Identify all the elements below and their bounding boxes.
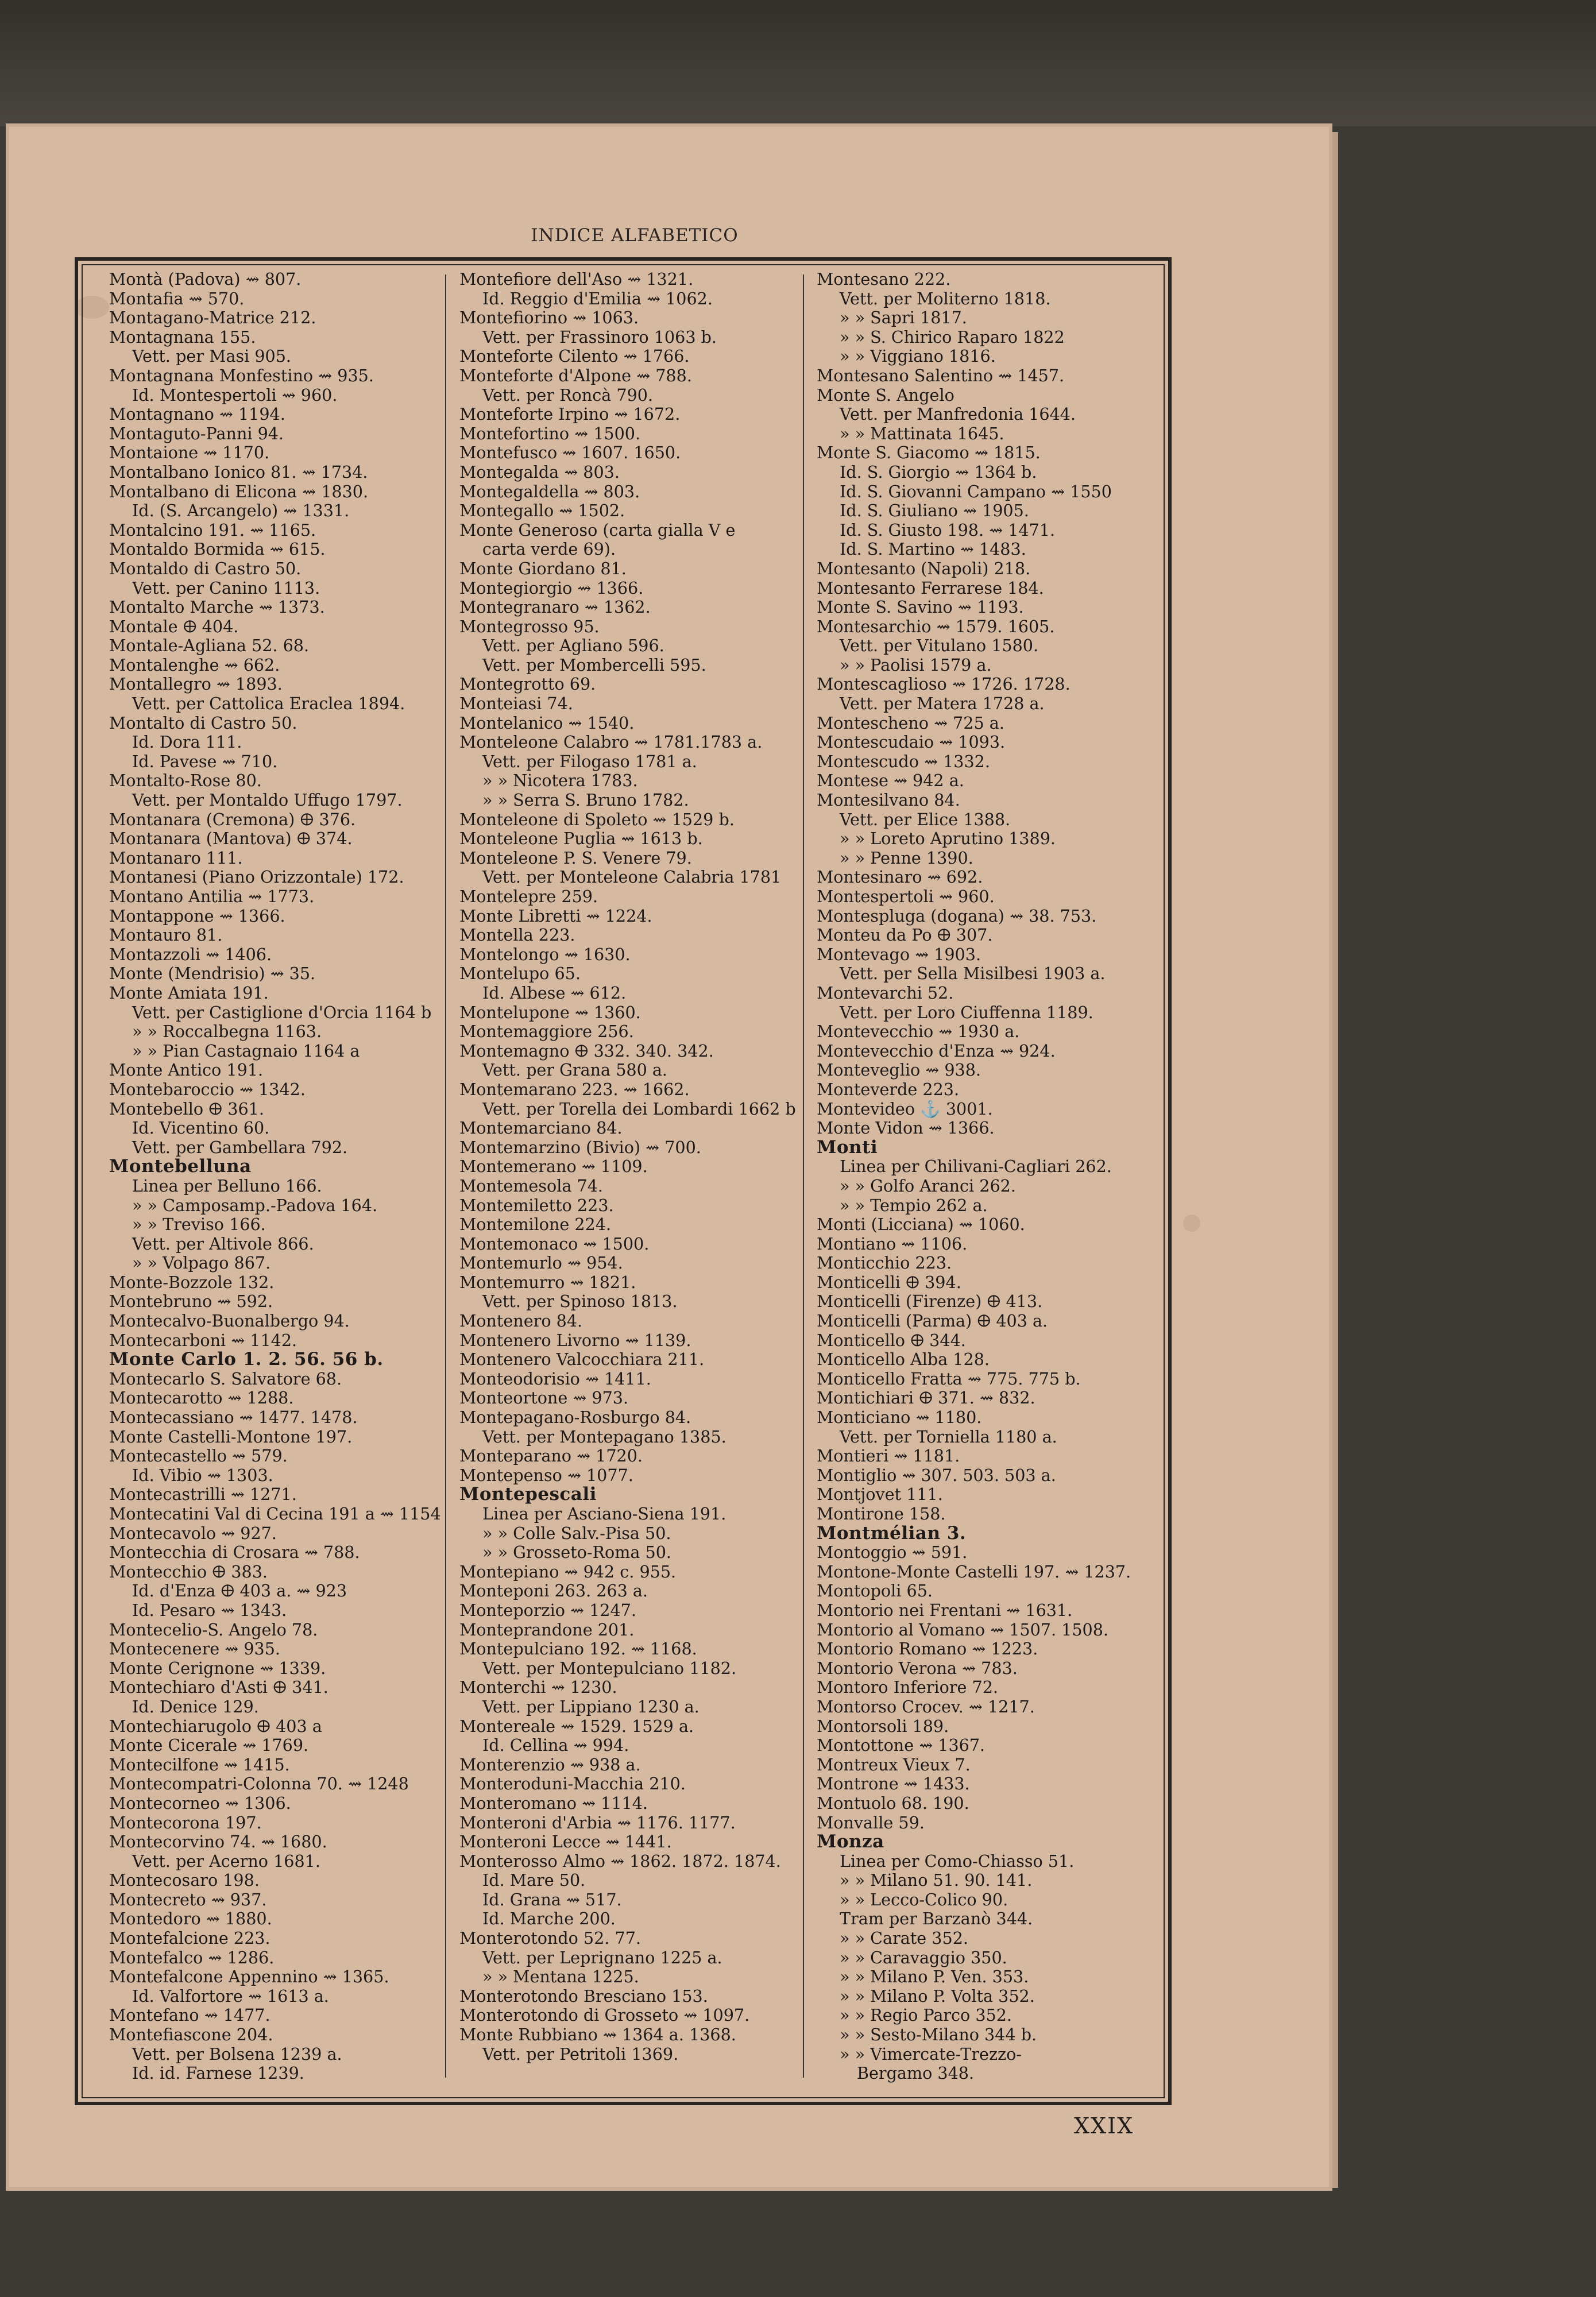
index-entry: Vett. per Loro Ciuffenna 1189. xyxy=(840,1002,1093,1022)
index-entry: Id. Valfortore ⇝ 1613 a. xyxy=(132,1986,329,2006)
index-entry: Montegrotto 69. xyxy=(459,674,596,694)
index-entry: » » Vimercate-Trezzo- xyxy=(840,2044,1022,2064)
index-entry: Vett. per Manfredonia 1644. xyxy=(840,404,1076,424)
index-entry: Vett. per Castiglione d'Orcia 1164 b xyxy=(132,1002,432,1022)
index-entry: Id. Denice 129. xyxy=(132,1696,259,1716)
index-entry: Vett. per Vitulano 1580. xyxy=(840,636,1039,656)
index-entry: Montottone ⇝ 1367. xyxy=(817,1735,986,1755)
index-entry: Montevago ⇝ 1903. xyxy=(817,944,981,964)
index-heading: Montmélian 3. xyxy=(817,1522,967,1544)
index-entry: Montale-Agliana 52. 68. xyxy=(109,636,310,656)
index-entry: Monteroni d'Arbia ⇝ 1176. 1177. xyxy=(459,1812,736,1832)
index-entry: Montescheno ⇝ 725 a. xyxy=(817,713,1004,733)
index-entry: Montecompatri-Colonna 70. ⇝ 1248 xyxy=(109,1774,409,1794)
index-entry: Monte Giordano 81. xyxy=(459,558,627,578)
index-entry: Montuolo 68. 190. xyxy=(817,1793,969,1813)
index-entry: Montagnana Monfestino ⇝ 935. xyxy=(109,365,374,385)
index-entry: Montemarciano 84. xyxy=(459,1118,623,1138)
index-entry: Vett. per Gambellara 792. xyxy=(132,1137,348,1157)
index-entry: Montegiorgio ⇝ 1366. xyxy=(459,578,644,598)
index-entry: Id. id. Farnese 1239. xyxy=(132,2063,304,2083)
index-entry: Monte Cicerale ⇝ 1769. xyxy=(109,1735,309,1755)
index-entry: Montelongo ⇝ 1630. xyxy=(459,944,631,964)
index-entry: Montemurlo ⇝ 954. xyxy=(459,1253,623,1273)
index-entry: Montevarchi 52. xyxy=(817,983,954,1003)
index-entry: Montecchia di Crosara ⇝ 788. xyxy=(109,1542,360,1563)
index-entry: Id. Reggio d'Emilia ⇝ 1062. xyxy=(482,288,713,308)
index-entry: Monteleone Calabro ⇝ 1781.1783 a. xyxy=(459,732,763,752)
index-entry: Montecorvino 74. ⇝ 1680. xyxy=(109,1832,327,1852)
index-entry: Monteparano ⇝ 1720. xyxy=(459,1446,643,1466)
index-entry: Montecastello ⇝ 579. xyxy=(109,1446,288,1466)
index-entry: Linea per Belluno 166. xyxy=(132,1175,322,1196)
index-entry: Id. S. Giuliano ⇝ 1905. xyxy=(840,501,1029,521)
index-entry: Vett. per Montaldo Uffugo 1797. xyxy=(132,790,403,810)
index-entry: Id. (S. Arcangelo) ⇝ 1331. xyxy=(132,501,350,521)
index-entry: Id. Pavese ⇝ 710. xyxy=(132,751,278,771)
index-entry: » » Viggiano 1816. xyxy=(840,346,996,366)
index-entry: Montanaro 111. xyxy=(109,848,243,868)
index-entry: Linea per Asciano-Siena 191. xyxy=(482,1504,726,1523)
index-entry: Montagano-Matrice 212. xyxy=(109,308,316,328)
index-entry: Montegranaro ⇝ 1362. xyxy=(459,597,651,617)
index-entry: Id. Montespertoli ⇝ 960. xyxy=(132,385,338,405)
index-heading: Monza xyxy=(817,1831,884,1853)
index-entry: Montazzoli ⇝ 1406. xyxy=(109,944,272,964)
index-entry: Montappone ⇝ 1366. xyxy=(109,906,285,926)
index-entry: Id. Vibio ⇝ 1303. xyxy=(132,1465,273,1485)
index-entry: Montechiarugolo 🜨 403 a xyxy=(109,1716,322,1736)
index-entry: Montalto di Castro 50. xyxy=(109,713,297,733)
index-entry: Monteponi 263. 263 a. xyxy=(459,1581,648,1601)
index-entry: Montelupo 65. xyxy=(459,964,581,984)
index-entry: Montemesola 74. xyxy=(459,1175,603,1196)
index-entry: Montesano 222. xyxy=(817,270,951,289)
index-entry: Monteleone di Spoleto ⇝ 1529 b. xyxy=(459,809,735,829)
index-entry: Montereale ⇝ 1529. 1529 a. xyxy=(459,1716,694,1736)
index-entry: » » S. Chirico Raparo 1822 xyxy=(840,327,1065,347)
index-entry: » » Grosseto-Roma 50. xyxy=(482,1542,671,1563)
index-entry: Montella 223. xyxy=(459,925,575,945)
index-entry: carta verde 69). xyxy=(482,539,616,559)
index-entry: Id. Albese ⇝ 612. xyxy=(482,983,627,1003)
index-entry: Montaione ⇝ 1170. xyxy=(109,443,270,463)
index-entry: » » Loreto Aprutino 1389. xyxy=(840,829,1056,849)
index-entry: Monteleone P. S. Venere 79. xyxy=(459,848,692,868)
index-entry: Monteodorisio ⇝ 1411. xyxy=(459,1368,651,1389)
index-entry: Monticello 🜨 344. xyxy=(817,1330,966,1350)
index-entry: Tram per Barzanò 344. xyxy=(840,1909,1033,1929)
index-entry: » » Volpago 867. xyxy=(132,1253,271,1273)
index-entry: Montelepre 259. xyxy=(459,887,598,906)
index-entry: Montirone 158. xyxy=(817,1504,946,1523)
index-column-left xyxy=(109,270,442,2085)
index-entry: Monticelli (Parma) 🜨 403 a. xyxy=(817,1311,1048,1331)
index-entry: Monterosso Almo ⇝ 1862. 1872. 1874. xyxy=(459,1851,781,1871)
paper-spot xyxy=(1183,1215,1200,1232)
index-entry: Montagnana 155. xyxy=(109,327,256,347)
index-entry: Bergamo 348. xyxy=(857,2063,975,2083)
index-entry: Id. d'Enza 🜨 403 a. ⇝ 923 xyxy=(132,1581,347,1601)
index-entry: Montaguto-Panni 94. xyxy=(109,423,284,443)
index-entry: Montefiore dell'Aso ⇝ 1321. xyxy=(459,270,694,289)
index-entry: Montepulciano 192. ⇝ 1168. xyxy=(459,1639,697,1659)
index-entry: Vett. per Torella dei Lombardi 1662 b xyxy=(482,1099,796,1119)
index-entry: Montauro 81. xyxy=(109,925,223,945)
index-entry: Monte Castelli-Montone 197. xyxy=(109,1426,353,1447)
index-entry: » » Caravaggio 350. xyxy=(840,1947,1007,1967)
index-entry: Montopoli 65. xyxy=(817,1581,933,1601)
index-entry: Montecatini Val di Cecina 191 a ⇝ 1154 xyxy=(109,1504,441,1523)
index-entry: Montespertoli ⇝ 960. xyxy=(817,887,995,906)
index-entry: » » Penne 1390. xyxy=(840,848,973,868)
index-entry: Montalenghe ⇝ 662. xyxy=(109,655,280,675)
index-entry: Montrone ⇝ 1433. xyxy=(817,1774,970,1794)
index-entry: Linea per Chilivani-Cagliari 262. xyxy=(840,1157,1112,1177)
index-entry: » » Sesto-Milano 344 b. xyxy=(840,2025,1037,2045)
index-entry: Montefiorino ⇝ 1063. xyxy=(459,308,639,328)
index-entry: Montesanto (Napoli) 218. xyxy=(817,558,1031,578)
index-entry: Vett. per Canino 1113. xyxy=(132,578,320,598)
index-entry: Montecalvo-Buonalbergo 94. xyxy=(109,1311,350,1331)
index-entry: Montefiascone 204. xyxy=(109,2025,273,2045)
index-entry: Vett. per Moliterno 1818. xyxy=(840,288,1051,308)
index-entry: » » Colle Salv.-Pisa 50. xyxy=(482,1523,671,1543)
index-entry: Montesilvano 84. xyxy=(817,790,960,810)
index-entry: Montecenere ⇝ 935. xyxy=(109,1639,280,1659)
index-entry: Monte Amiata 191. xyxy=(109,983,269,1003)
index-entry: Monte Libretti ⇝ 1224. xyxy=(459,906,652,926)
index-entry: » » Mattinata 1645. xyxy=(840,423,1004,443)
index-entry: Monteroni Lecce ⇝ 1441. xyxy=(459,1832,672,1852)
index-entry: Montorio Romano ⇝ 1223. xyxy=(817,1639,1038,1659)
index-entry: Montanesi (Piano Orizzontale) 172. xyxy=(109,867,404,887)
index-entry: Montorsoli 189. xyxy=(817,1716,949,1736)
index-entry: Vett. per Elice 1388. xyxy=(840,809,1011,829)
index-entry: Montemiletto 223. xyxy=(459,1195,614,1215)
index-entry: Montaldo di Castro 50. xyxy=(109,558,302,578)
index-entry: Monticelli (Firenze) 🜨 413. xyxy=(817,1291,1043,1312)
index-entry: Montemonaco ⇝ 1500. xyxy=(459,1233,650,1254)
index-entry: Vett. per Masi 905. xyxy=(132,346,291,366)
index-entry: Monteprandone 201. xyxy=(459,1619,635,1639)
index-entry: Monticiano ⇝ 1180. xyxy=(817,1407,982,1428)
index-entry: Vett. per Altivole 866. xyxy=(132,1233,314,1254)
index-entry: Vett. per Filogaso 1781 a. xyxy=(482,751,697,771)
index-entry: Montesanto Ferrarese 184. xyxy=(817,578,1044,598)
index-entry: Vett. per Monteleone Calabria 1781 xyxy=(482,867,782,887)
index-entry: Montieri ⇝ 1181. xyxy=(817,1446,960,1466)
index-entry: Montegaldella ⇝ 803. xyxy=(459,481,640,501)
index-entry: Montecarotto ⇝ 1288. xyxy=(109,1388,294,1408)
index-entry: Montalcino 191. ⇝ 1165. xyxy=(109,520,316,540)
index-entry: Vett. per Bolsena 1239 a. xyxy=(132,2044,342,2064)
index-entry: Vett. per Spinoso 1813. xyxy=(482,1291,678,1312)
index-entry: Monte Generoso (carta gialla V e xyxy=(459,520,736,540)
index-entry: Montegrosso 95. xyxy=(459,616,600,636)
index-heading: Monti xyxy=(817,1136,878,1158)
index-entry: Monte Antico 191. xyxy=(109,1060,264,1080)
index-entry: Monte-Bozzole 132. xyxy=(109,1272,275,1292)
index-heading: Montebelluna xyxy=(109,1156,252,1177)
page-number: XXIX xyxy=(1074,2113,1134,2139)
index-entry: » » Milano P. Ven. 353. xyxy=(840,1967,1029,1987)
index-entry: Id. Pesaro ⇝ 1343. xyxy=(132,1600,287,1620)
index-entry: Montefortino ⇝ 1500. xyxy=(459,423,641,443)
index-entry: » » Milano P. Volta 352. xyxy=(840,1986,1035,2006)
index-entry: Montecarboni ⇝ 1142. xyxy=(109,1330,297,1350)
index-entry: Vett. per Lippiano 1230 a. xyxy=(482,1696,700,1716)
index-entry: Montalto-Rose 80. xyxy=(109,771,262,791)
index-entry: Monte Cerignone ⇝ 1339. xyxy=(109,1658,326,1678)
index-entry: Montalbano Ionico 81. ⇝ 1734. xyxy=(109,462,368,482)
index-entry: Montemaggiore 256. xyxy=(459,1022,634,1042)
index-entry: Montecastrilli ⇝ 1271. xyxy=(109,1484,297,1505)
index-entry: Montegallo ⇝ 1502. xyxy=(459,501,625,521)
index-entry: Vett. per Grana 580 a. xyxy=(482,1060,668,1080)
index-entry: Id. S. Giovanni Campano ⇝ 1550 xyxy=(840,481,1112,501)
index-entry: Monteleone Puglia ⇝ 1613 b. xyxy=(459,829,703,849)
index-entry: Monteromano ⇝ 1114. xyxy=(459,1793,648,1813)
index-entry: Montallegro ⇝ 1893. xyxy=(109,674,283,694)
running-head: INDICE ALFABETICO xyxy=(531,225,739,246)
index-entry: Montale 🜨 404. xyxy=(109,616,239,636)
index-entry: Montanara (Cremona) 🜨 376. xyxy=(109,809,356,829)
index-entry: Id. S. Martino ⇝ 1483. xyxy=(840,539,1026,559)
index-entry: » » Regio Parco 352. xyxy=(840,2005,1013,2025)
index-entry: Montichiari 🜨 371. ⇝ 832. xyxy=(817,1388,1035,1408)
index-entry: Montorio nei Frentani ⇝ 1631. xyxy=(817,1600,1073,1620)
index-entry: Monticello Fratta ⇝ 775. 775 b. xyxy=(817,1368,1081,1389)
index-entry: » » Mentana 1225. xyxy=(482,1967,639,1987)
index-column-right xyxy=(817,270,1161,2085)
index-entry: Monteveglio ⇝ 938. xyxy=(817,1060,981,1080)
index-entry: Monte S. Giacomo ⇝ 1815. xyxy=(817,443,1041,463)
index-entry: Montefano ⇝ 1477. xyxy=(109,2005,270,2025)
index-entry: Monte (Mendrisio) ⇝ 35. xyxy=(109,964,316,984)
index-entry: Montà (Padova) ⇝ 807. xyxy=(109,270,302,289)
index-entry: Monte Vidon ⇝ 1366. xyxy=(817,1118,995,1138)
index-entry: Montescudo ⇝ 1332. xyxy=(817,751,990,771)
index-entry: Montecorneo ⇝ 1306. xyxy=(109,1793,291,1813)
index-entry: Montemarano 223. ⇝ 1662. xyxy=(459,1079,690,1099)
index-entry: Vett. per Frassinoro 1063 b. xyxy=(482,327,717,347)
index-entry: Monti (Licciana) ⇝ 1060. xyxy=(817,1215,1025,1235)
index-entry: Monterenzio ⇝ 938 a. xyxy=(459,1754,641,1774)
index-entry: Monteiasi 74. xyxy=(459,694,573,714)
index-entry: Montesinaro ⇝ 692. xyxy=(817,867,983,887)
index-entry: Vett. per Cattolica Eraclea 1894. xyxy=(132,694,405,714)
index-entry: Montemurro ⇝ 1821. xyxy=(459,1272,636,1292)
index-entry: Vett. per Montepagano 1385. xyxy=(482,1426,726,1447)
index-entry: Montano Antilia ⇝ 1773. xyxy=(109,887,315,906)
index-entry: Montesarchio ⇝ 1579. 1605. xyxy=(817,616,1055,636)
index-entry: Vett. per Torniella 1180 a. xyxy=(840,1426,1057,1447)
index-entry: Montecorona 197. xyxy=(109,1812,262,1832)
index-entry: Montecilfone ⇝ 1415. xyxy=(109,1754,290,1774)
index-entry: Monteforte d'Alpone ⇝ 788. xyxy=(459,365,692,385)
index-entry: Montreux Vieux 7. xyxy=(817,1754,971,1774)
index-entry: Montechiaro d'Asti 🜨 341. xyxy=(109,1677,329,1697)
index-entry: Montenero Livorno ⇝ 1139. xyxy=(459,1330,691,1350)
index-entry: Montefalcone Appennino ⇝ 1365. xyxy=(109,1967,389,1987)
index-entry: Montepagano-Rosburgo 84. xyxy=(459,1407,691,1428)
index-entry: Montemarzino (Bivio) ⇝ 700. xyxy=(459,1137,701,1157)
index-entry: Monte Rubbiano ⇝ 1364 a. 1368. xyxy=(459,2025,736,2045)
index-entry: Monteortone ⇝ 973. xyxy=(459,1388,629,1408)
index-entry: Vett. per Montepulciano 1182. xyxy=(482,1658,737,1678)
index-entry: » » Pian Castagnaio 1164 a xyxy=(132,1041,360,1061)
index-entry: Monticchio 223. xyxy=(817,1253,952,1273)
index-entry: Montaldo Bormida ⇝ 615. xyxy=(109,539,326,559)
index-entry: Monteforte Irpino ⇝ 1672. xyxy=(459,404,681,424)
index-entry: Montepiano ⇝ 942 c. 955. xyxy=(459,1561,677,1581)
index-entry: Monteu da Po 🜨 307. xyxy=(817,925,993,945)
index-entry: Montefalco ⇝ 1286. xyxy=(109,1947,275,1967)
index-entry: Montorio Verona ⇝ 783. xyxy=(817,1658,1018,1678)
index-entry: » » Carate 352. xyxy=(840,1928,968,1948)
index-entry: Id. S. Giorgio ⇝ 1364 b. xyxy=(840,462,1037,482)
index-entry: » » Roccalbegna 1163. xyxy=(132,1022,322,1042)
index-entry: Monteroduni-Macchia 210. xyxy=(459,1774,686,1794)
index-entry: » » Golfo Aranci 262. xyxy=(840,1175,1016,1196)
index-entry: Montevecchio ⇝ 1930 a. xyxy=(817,1022,1020,1042)
index-entry: Id. Mare 50. xyxy=(482,1870,586,1890)
index-entry: » » Serra S. Bruno 1782. xyxy=(482,790,689,810)
index-entry: Vett. per Roncà 790. xyxy=(482,385,654,405)
index-entry: Montafia ⇝ 570. xyxy=(109,288,245,308)
index-entry: Montanara (Mantova) 🜨 374. xyxy=(109,829,353,849)
index-entry: Vett. per Agliano 596. xyxy=(482,636,664,656)
index-entry: Montevideo ⚓ 3001. xyxy=(817,1099,993,1119)
index-entry: » » Tempio 262 a. xyxy=(840,1195,988,1215)
index-entry: Montecelio-S. Angelo 78. xyxy=(109,1619,318,1639)
index-entry: Montemilone 224. xyxy=(459,1215,612,1235)
index-entry: Montespluga (dogana) ⇝ 38. 753. xyxy=(817,906,1097,926)
index-entry: Monteverde 223. xyxy=(817,1079,960,1099)
index-entry: Montefalcione 223. xyxy=(109,1928,270,1948)
index-entry: Id. Dora 111. xyxy=(132,732,242,752)
index-entry: Monticello Alba 128. xyxy=(817,1349,990,1370)
index-entry: Vett. per Petritoli 1369. xyxy=(482,2044,679,2064)
index-entry: Vett. per Sella Misilbesi 1903 a. xyxy=(840,964,1106,984)
index-entry: Montemagno 🜨 332. 340. 342. xyxy=(459,1041,714,1061)
index-entry: » » Milano 51. 90. 141. xyxy=(840,1870,1033,1890)
index-entry: Vett. per Acerno 1681. xyxy=(132,1851,320,1871)
index-entry: Monvalle 59. xyxy=(817,1812,925,1832)
index-entry: Montedoro ⇝ 1880. xyxy=(109,1909,272,1929)
index-entry: Montone-Monte Castelli 197. ⇝ 1237. xyxy=(817,1561,1131,1581)
scan-background xyxy=(0,0,1596,126)
index-entry: Montiano ⇝ 1106. xyxy=(817,1233,968,1254)
index-entry: Montebello 🜨 361. xyxy=(109,1099,264,1119)
index-entry: Montenero 84. xyxy=(459,1311,583,1331)
index-heading: Montepescali xyxy=(459,1484,597,1505)
index-entry: Monte S. Angelo xyxy=(817,385,954,405)
index-entry: Montepenso ⇝ 1077. xyxy=(459,1465,633,1485)
index-entry: Montalbano di Elicona ⇝ 1830. xyxy=(109,481,369,501)
index-entry: » » Lecco-Colico 90. xyxy=(840,1889,1008,1909)
column-rule xyxy=(445,274,446,2078)
index-entry: Montagnano ⇝ 1194. xyxy=(109,404,285,424)
index-entry: Montesano Salentino ⇝ 1457. xyxy=(817,365,1065,385)
index-entry: Monterotondo di Grosseto ⇝ 1097. xyxy=(459,2005,750,2025)
index-entry: » » Nicotera 1783. xyxy=(482,771,638,791)
index-column-middle xyxy=(459,270,798,2085)
index-entry: Id. S. Giusto 198. ⇝ 1471. xyxy=(840,520,1056,540)
index-entry: Montegalda ⇝ 803. xyxy=(459,462,620,482)
index-entry: Montelupone ⇝ 1360. xyxy=(459,1002,641,1022)
index-entry: Id. Grana ⇝ 517. xyxy=(482,1889,622,1909)
index-entry: » » Sapri 1817. xyxy=(840,308,967,328)
index-entry: Montecassiano ⇝ 1477. 1478. xyxy=(109,1407,358,1428)
index-entry: » » Treviso 166. xyxy=(132,1215,266,1235)
index-entry: Montefusco ⇝ 1607. 1650. xyxy=(459,443,681,463)
index-entry: Montescaglioso ⇝ 1726. 1728. xyxy=(817,674,1071,694)
index-entry: Id. Cellina ⇝ 994. xyxy=(482,1735,629,1755)
index-entry: Montorso Crocev. ⇝ 1217. xyxy=(817,1696,1035,1716)
index-entry: Montiglio ⇝ 307. 503. 503 a. xyxy=(817,1465,1056,1485)
index-entry: Vett. per Leprignano 1225 a. xyxy=(482,1947,722,1967)
index-entry: Monte S. Savino ⇝ 1193. xyxy=(817,597,1024,617)
column-rule xyxy=(803,274,804,2078)
index-entry: Monticelli 🜨 394. xyxy=(817,1272,961,1292)
index-entry: Montebruno ⇝ 592. xyxy=(109,1291,273,1312)
index-entry: Montecreto ⇝ 937. xyxy=(109,1889,267,1909)
index-entry: Monterchi ⇝ 1230. xyxy=(459,1677,617,1697)
index-entry: Monteforte Cilento ⇝ 1766. xyxy=(459,346,690,366)
index-entry: Id. Marche 200. xyxy=(482,1909,616,1929)
index-entry: Montecosaro 198. xyxy=(109,1870,260,1890)
index-entry: Montevecchio d'Enza ⇝ 924. xyxy=(817,1041,1056,1061)
index-entry: Montalto Marche ⇝ 1373. xyxy=(109,597,325,617)
index-entry: Montescudaio ⇝ 1093. xyxy=(817,732,1006,752)
index-entry: Monterotondo Bresciano 153. xyxy=(459,1986,708,2006)
index-entry: Vett. per Mombercelli 595. xyxy=(482,655,706,675)
index-entry: Montecchio 🜨 383. xyxy=(109,1561,268,1581)
index-entry: Monteporzio ⇝ 1247. xyxy=(459,1600,636,1620)
index-entry: Montemerano ⇝ 1109. xyxy=(459,1157,648,1177)
index-entry: Montecarlo S. Salvatore 68. xyxy=(109,1368,342,1389)
index-heading: Monte Carlo 1. 2. 56. 56 b. xyxy=(109,1349,384,1370)
index-entry: Montenero Valcocchiara 211. xyxy=(459,1349,705,1370)
index-entry: Montoro Inferiore 72. xyxy=(817,1677,998,1697)
index-entry: Montoggio ⇝ 591. xyxy=(817,1542,968,1563)
index-entry: Montorio al Vomano ⇝ 1507. 1508. xyxy=(817,1619,1108,1639)
index-entry: Montelanico ⇝ 1540. xyxy=(459,713,635,733)
index-entry: Montecavolo ⇝ 927. xyxy=(109,1523,277,1543)
index-entry: » » Paolisi 1579 a. xyxy=(840,655,992,675)
index-entry: Montjovet 111. xyxy=(817,1484,943,1505)
index-entry: Linea per Como-Chiasso 51. xyxy=(840,1851,1075,1871)
index-entry: Vett. per Matera 1728 a. xyxy=(840,694,1045,714)
index-entry: Id. Vicentino 60. xyxy=(132,1118,270,1138)
index-entry: Montese ⇝ 942 a. xyxy=(817,771,964,791)
index-entry: Monterotondo 52. 77. xyxy=(459,1928,641,1948)
index-entry: » » Camposamp.-Padova 164. xyxy=(132,1195,378,1215)
index-entry: Montebaroccio ⇝ 1342. xyxy=(109,1079,306,1099)
